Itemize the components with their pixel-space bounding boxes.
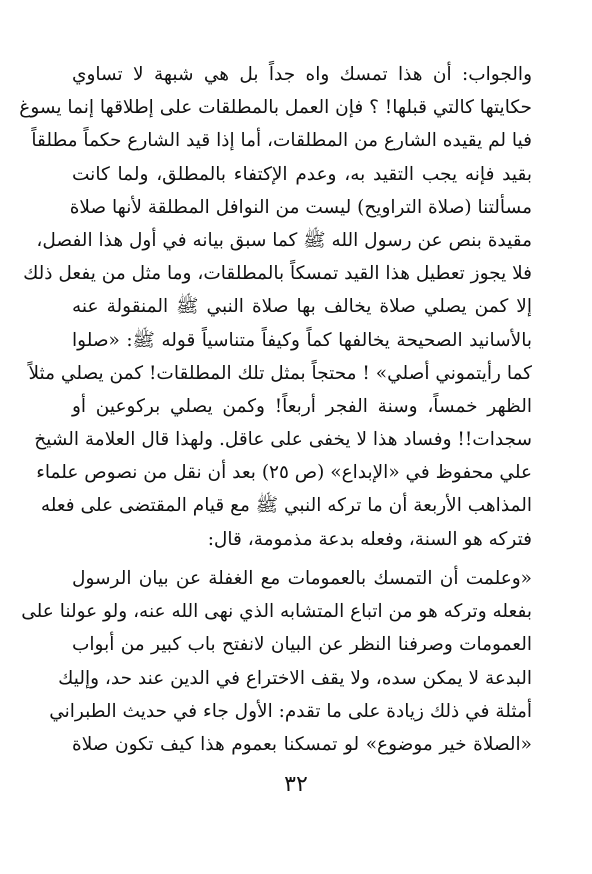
text-line: إلا كمن يصلي صلاة يخالف بها صلاة النبي ﷺ المنقولة عنه	[72, 296, 532, 318]
text-line: بالأسانيد الصحيحة يخالفها كماً وكيفاً متناسياً قوله ﷺ: «صلوا	[72, 329, 532, 351]
quote-line: «وعلمت أن التمسك بالعمومات مع الغفلة عن بيان الرسول	[72, 568, 532, 589]
text-line: الظهر خمساً، وسنة الفجر أربعاً! وكمن يصلي بركوعين أو	[72, 395, 532, 417]
text-line: فلا يجوز تعطيل هذا القيد تمسكاً بالمطلقات، وما مثل من يفعل ذلك	[23, 263, 532, 285]
main-paragraph	[19, 58, 532, 556]
text-line-last: فتركه هو السنة، وفعله بدعة مذمومة، قال:	[207, 528, 532, 550]
quote-line: البدعة لا يمكن سده، ولا يقف الاختراع في الدين عند حد، وإليك	[58, 667, 532, 689]
page-number: ٣٢	[284, 772, 308, 797]
text-line: مقيدة بنص عن رسول الله ﷺ كما سبق بيانه في أول هذا الفصل،	[36, 229, 532, 251]
quote-line: العمومات وصرفنا النظر عن البيان لانفتح باب كبير من أبواب	[72, 634, 532, 656]
quotation-paragraph	[21, 562, 532, 761]
text-line: سجدات!! وفساد هذا لا يخفى على عاقل. ولهذا قال العلامة الشيخ	[34, 429, 532, 451]
text-line: حكايتها كالتي قبلها! ؟ فإن العمل بالمطلقات على إطلاقها إنما يسوغ	[19, 97, 532, 119]
text-line: المذاهب الأربعة أن ما تركه النبي ﷺ مع قيام المقتضى على فعله	[40, 495, 532, 517]
text-line: علي محفوظ في «الإبداع» (ص ٢٥) بعد أن نقل من نصوص علماء	[36, 462, 532, 484]
text-line: فيا لم يقيده الشارع من المطلقات، أما إذا قيد الشارع حكماً مطلقاً	[31, 130, 532, 152]
quote-line: بفعله وتركه هو من اتباع المتشابه الذي نهى الله عنه، ولو عولنا على	[21, 601, 532, 623]
quote-line: أمثلة في ذلك زيادة على ما تقدم: الأول جاء في حديث الطبراني	[49, 700, 532, 722]
text-line: بقيد فإنه يجب التقيد به، وعدم الإكتفاء بالمطلق، ولما كانت	[72, 163, 532, 185]
quote-line: «الصلاة خير موضوع» لو تمسكنا بعموم هذا كيف تكون صلاة	[72, 733, 532, 755]
text-line: مسألتنا (صلاة التراويح) ليست من النوافل المطلقة لأنها صلاة	[69, 196, 532, 218]
text-line: كما رأيتموني أصلي» ! محتجاً بمثل تلك المطلقات! كمن يصلي مثلاً	[28, 362, 532, 384]
text-line: والجواب: أن هذا تمسك واه جداً بل هي شبهة لا تساوي	[72, 64, 532, 85]
